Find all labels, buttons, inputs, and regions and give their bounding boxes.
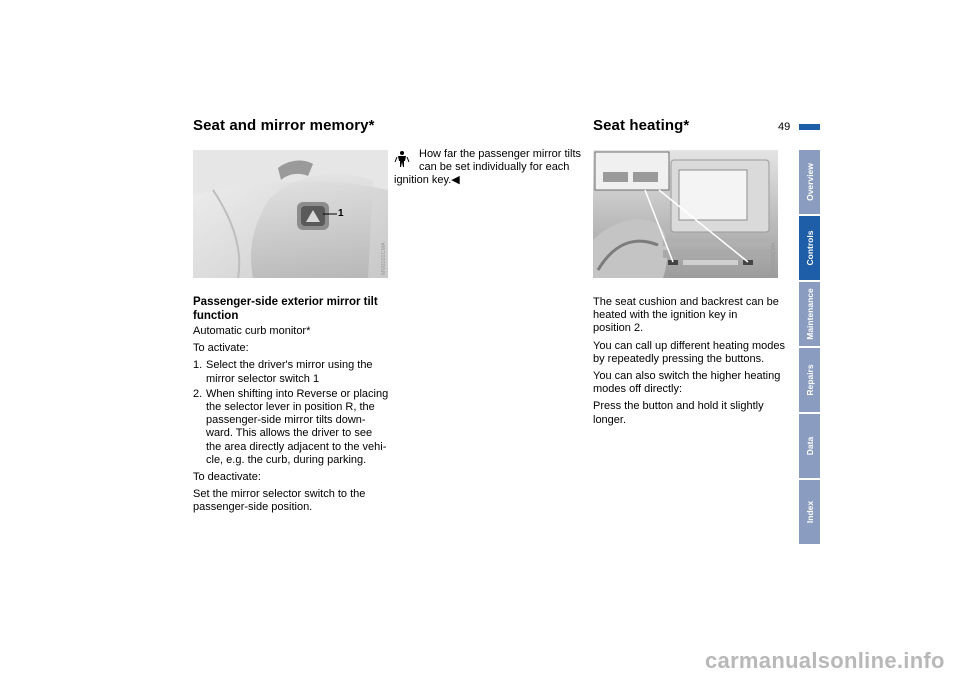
door-panel-illustration xyxy=(193,150,388,278)
right-paragraph: Press the button and hold it slightly longer. xyxy=(593,400,764,426)
callout-label-1: 1 xyxy=(338,208,344,219)
image-reference-code: MV0101CMA xyxy=(381,242,387,275)
tab-repairs[interactable]: Repairs xyxy=(799,348,820,412)
middle-note: How far the passenger mirror tilts can be set individually for each ignition key.◀ xyxy=(394,148,581,187)
step-item: 1. Select the driver's mirror using the mirror selector switch 1 xyxy=(193,359,373,385)
page-number: 49 xyxy=(778,121,791,133)
right-paragraph: The seat cushion and backrest can be heated with the ignition key in position 2. xyxy=(593,296,779,335)
image-reference-code: MV0029CMA xyxy=(771,242,777,275)
left-paragraph: To activate: xyxy=(193,342,249,355)
right-section-body xyxy=(593,296,793,431)
tab-controls[interactable]: Controls xyxy=(799,216,820,280)
left-paragraph: To deactivate: xyxy=(193,471,261,484)
dashboard-illustration xyxy=(593,150,778,278)
step-item: 2. When shifting into Reverse or placing the selector lever in position R, the passenger-side mirror tilts down- ward. This allows the driver to see the area directly adjacent to the vehi- cle, e.g. the curb, during parking. xyxy=(193,387,389,466)
left-section-body: Automatic curb monitor* To activate: 1. Select the driver's mirror using the mirror selector switch 1 2. When shifting into Reverse or placing the selector lever in position R, the passenger-side mirror tilts down- ward. This allows the driver to see the area directly adjacent to the vehi- cle, e.g. the curb, during parking. To deactivate: Set the mirror selector switch to the passenger-side position. xyxy=(193,325,393,515)
chapter-tabs xyxy=(799,150,820,546)
tab-overview[interactable]: Overview xyxy=(799,150,820,214)
page-marker-bar xyxy=(799,124,820,130)
tab-maintenance[interactable]: Maintenance xyxy=(799,282,820,346)
right-paragraph: You can call up different heating modes by repeatedly pressing the buttons. xyxy=(593,339,786,365)
activation-steps xyxy=(193,359,393,467)
right-paragraph: You can also switch the higher heating modes off directly: xyxy=(593,370,781,396)
footer-watermark: carmanualsonline.info xyxy=(705,648,945,673)
left-paragraph: Automatic curb monitor* xyxy=(193,325,311,337)
tab-data[interactable]: Data xyxy=(799,414,820,478)
right-section-title: Seat heating* xyxy=(593,117,690,134)
seat-heating-photo xyxy=(593,150,778,278)
tab-index[interactable]: Index xyxy=(799,480,820,544)
mirror-switch-photo xyxy=(193,150,388,278)
left-section-subtitle: Passenger-side exterior mirror tilt function xyxy=(193,296,378,322)
left-section-title: Seat and mirror memory* xyxy=(193,117,375,134)
